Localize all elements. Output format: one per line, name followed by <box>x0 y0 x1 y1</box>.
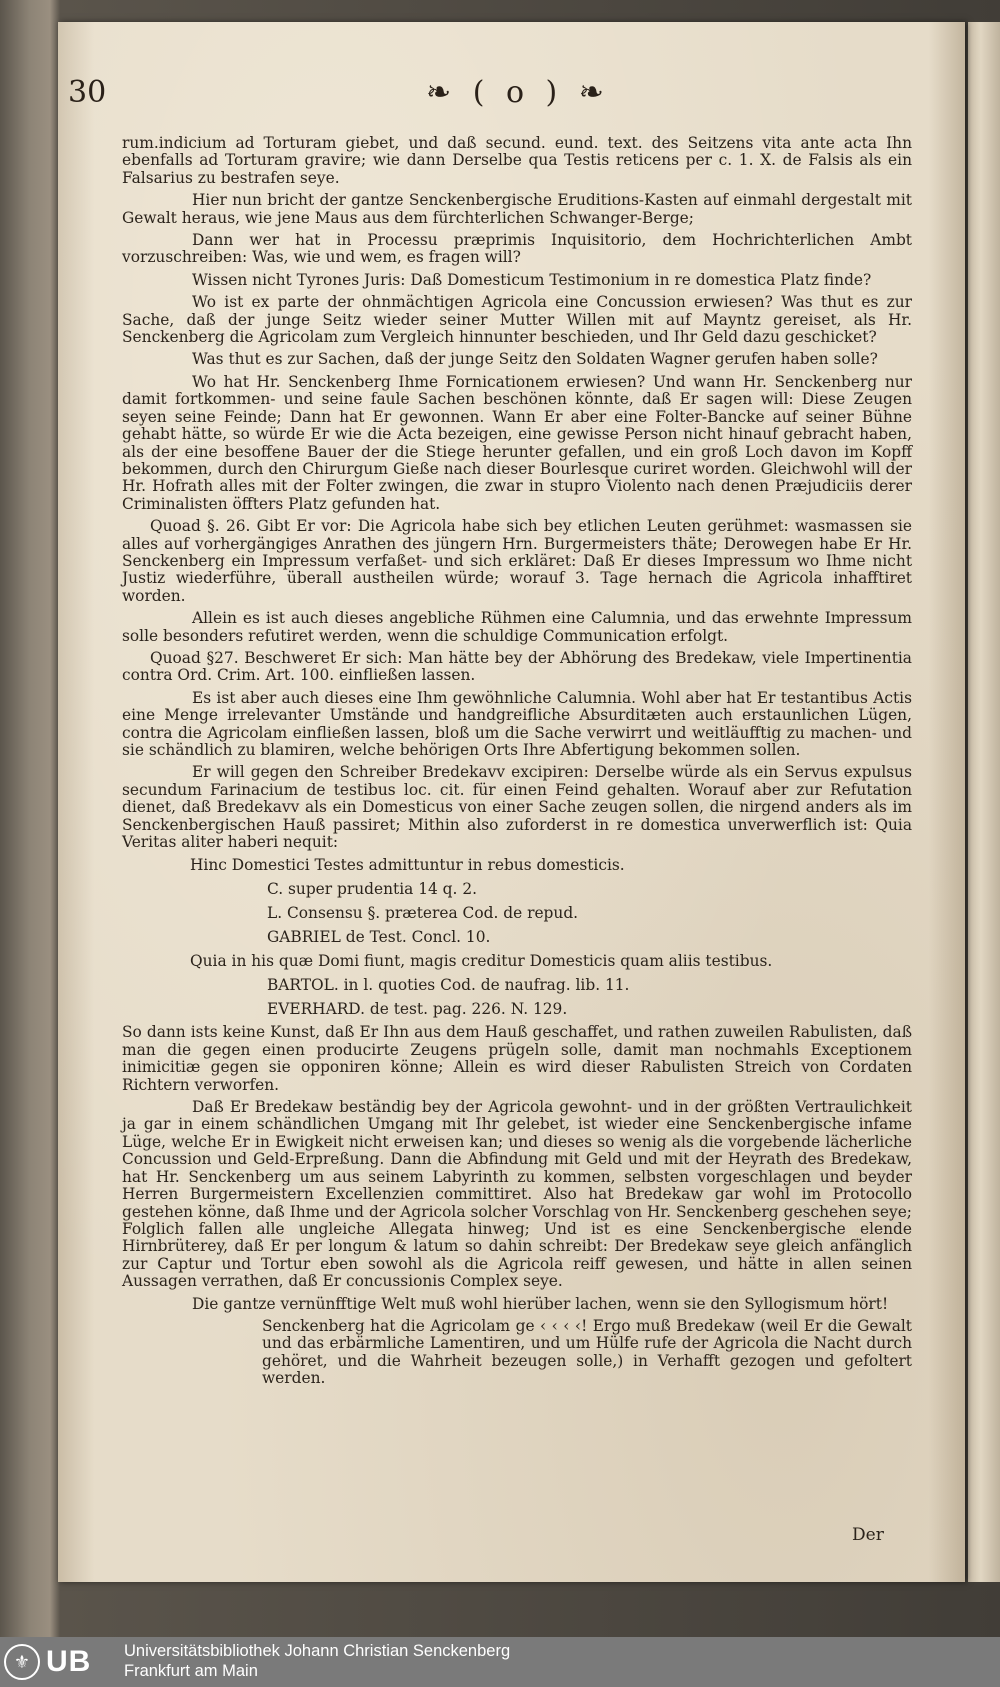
paragraph: Er will gegen den Schreiber Bredekavv excipiren: Derselbe würde als ein Servus expulsus secundum Farinacium de testibus loc. cit. für einen Feind gehalten. Worauf aber zur Refutation dienet, daß Bredekavv als ein Domesticus von einer Sache zeugen sollen, die nirgend anders als im Senckenbergischen Hauß passiret; Mithin also zuforderst in re domestica unverwerflich ist: Quia Veritas aliter haberi nequit: <box>122 763 912 852</box>
page-marker: ❧ ( o ) ❧ <box>426 75 610 110</box>
paragraph: Dann wer hat in Processu præprimis Inquisitorio, dem Hochrichterlichen Ambt vorzuschreiben: Was, wie und wem, es fragen will? <box>122 231 912 267</box>
paragraph: So dann ists keine Kunst, daß Er Ihn aus dem Hauß geschaffet, und rathen zuweilen Rabulisten, daß man die gegen einen producirte Zeugens prügeln solle, damit man nochmahls Exceptionem inimicitiæ gegen sie opponiren könne; Allein es wird dieser Rabulisten Streich von Cordaten Richtern verworfen. <box>122 1023 912 1094</box>
seal-icon: ⚜ <box>4 1644 40 1680</box>
citation: GABRIEL de Test. Concl. 10. <box>267 928 491 947</box>
paragraph: Daß Er Bredekaw beständig bey der Agricola gewohnt- und in der größten Vertraulichkeit ja gar in einem schändlichen Umgang mit Ihr gelebet, ist wieder eine Senckenbergische infame Lüge, welche Er in Ewigkeit nicht erweisen kan; und dieses so wenig als die vorgebende lächerliche Concussion und Geld-Erpreßung. Dann die Abfindung mit Geld und mit der Heyrath des Bredekaw, hat Hr. Senckenberg um aus seinem Labyrinth zu kommen, selbsten vorgeschlagen und beyder Herren Burgermeistern Excellenzien committiret. Also hat Bredekaw gar wohl im Protocollo gestehen könne, daß Ihme und der Agricola solcher Vorschlag von Hr. Senckenberg geschehen seye; Folglich fallen alle ungleiche Allegata hinweg; Und ist es eine Senckenbergische elende Hirnbrüterey, daß Er per longum & latum so dahin schreibt: Der Bredekaw seye gleich anfänglich zur Captur und Tortur eben sowohl als die Agricola reiff gewesen, und hätte in allen seinen Aussagen verrathen, daß Er concussionis Complex seye. <box>122 1098 912 1291</box>
institution-title: Universitätsbibliothek Johann Christian Senckenberg <box>124 1642 511 1660</box>
paragraph: Allein es ist auch dieses angebliche Rühmen eine Calumnia, und das erwehnte Impressum solle besonders refutiret werden, wenn die schuldige Communication erfolgt. <box>122 609 912 645</box>
citation-group <box>122 856 912 1019</box>
institution-name <box>124 1641 510 1681</box>
paragraph: Was thut es zur Sachen, daß der junge Seitz den Soldaten Wagner gerufen haben solle? <box>192 350 878 369</box>
citation-lead: Quia in his quæ Domi fiunt, magis creditur Domesticis quam aliis testibus. <box>190 952 773 971</box>
paragraph: Quoad §. 26. Gibt Er vor: Die Agricola habe sich bey etlichen Leuten gerühmet: wasmassen sie alles auf vorhergängiges Anrathen des jüngern Hrn. Burgermeisters thäte; Derowegen habe Er Hr. Senckenberg ein Impressum verfaßet- und sich erkläret: Daß Er dieses Impressum wo Ihme nicht Justiz wiederführe, überall austheilen würde; worauf 3. Tage hernach die Agricola inhafftiret worden. <box>122 517 912 605</box>
paragraph: Wo ist ex parte der ohnmächtigen Agricola eine Concussion erwiesen? Was thut es zur Sache, daß der junge Seitz wieder seiner Mutter Willen mit auf Mayntz gereiset, als Hr. Senckenberg die Agricolam zum Vergleich hinnunter beschieden, und Ihr Geld dazu geschicket? <box>122 293 912 347</box>
citation: BARTOL. in l. quoties Cod. de naufrag. lib. 11. <box>267 976 630 995</box>
library-logo[interactable] <box>4 1643 112 1681</box>
institution-city: Frankfurt am Main <box>124 1662 258 1680</box>
paragraph: Wo hat Hr. Senckenberg Ihme Fornicationem erwiesen? Und wann Hr. Senckenberg nur damit fortkommen- und seine faule Sachen beschönen könnte, daß Er sagen will: Diese Zeugen seyen seine Feinde; Dann hat Er gewonnen. Wann Er aber eine Folter-Bancke auf seiner Bühne gehabt hätte, so würde Er wie die Acta bezeigen, eine gewisse Person nicht hinauf gebracht haben, als der eine besoffene Bauer der die Stiege herunter gefallen, und ein groß Loch davon im Kopff bekommen, durch den Chirurgum Gieße nach dieser Bourlesque curiret worden. Gleichwohl will der Hr. Hofrath alles mit der Folter zwingen, die zwar in stupro Violento nach denen Præjudiciis derer Criminalisten öffters Platz gefunden hat. <box>122 372 912 513</box>
paragraph: rum.indicium ad Torturam giebet, und daß secund. eund. text. des Seitzens vita ante acta Ihn ebenfalls ad Torturam gravire; wie dann Derselbe qua Testis reticens per c. 1. X. de Falsis als ein Falsarius zu bestrafen seye. <box>122 134 912 187</box>
citation: L. Consensu §. præterea Cod. de repud. <box>267 904 579 923</box>
citation: C. super prudentia 14 q. 2. <box>267 880 477 899</box>
paragraph: Quoad §27. Beschweret Er sich: Man hätte bey der Abhörung des Bredekaw, viele Impertinentia contra Ord. Crim. Art. 100. einfließen lassen. <box>122 648 912 685</box>
catchword: Der <box>852 1525 884 1545</box>
logo-text: UB <box>46 1645 92 1678</box>
citation-lead: Hinc Domestici Testes admittuntur in rebus domesticis. <box>190 856 625 875</box>
page-edge <box>968 22 1000 1582</box>
page-header <box>68 75 848 121</box>
page-number: 30 <box>68 75 107 110</box>
syllogism-lead: Die gantze vernünfftige Welt muß wohl hierüber lachen, wenn sie den Syllogismum hört! <box>192 1294 889 1313</box>
syllogism-body: Senckenberg hat die Agricolam ge ‹ ‹ ‹ ‹! Ergo muß Bredekaw (weil Er die Gewalt und das erbärmliche Lamentiren, und um Hülfe rufe der Agricola die Nacht durch gehöret, und die Wahrheit bezeugen solle,) in Verhafft gezogen und gefoltert werden. <box>262 1316 912 1388</box>
paragraph: Hier nun bricht der gantze Senckenbergische Eruditions-Kasten auf einmahl dergestalt mit Gewalt heraus, wie jene Maus aus dem fürchterlichen Schwanger-Berge; <box>122 191 912 227</box>
footer-bar <box>0 1637 1000 1687</box>
citation: EVERHARD. de test. pag. 226. N. 129. <box>267 1000 568 1019</box>
page-body <box>122 135 912 1393</box>
paragraph: Es ist aber auch dieses eine Ihm gewöhnliche Calumnia. Wohl aber hat Er testantibus Actis eine Menge irrelevanter Umstände und handgreifliche Absurditæten auch erstaunlichen Lügen, contra die Agricolam einfließen lassen, bloß um die Sache verwirrt und weitläufftig zu machen- und sie schändlich zu blamiren, welche behörigen Orts Ihre Abfertigung bekommen sollen. <box>122 688 912 759</box>
paragraph: Wissen nicht Tyrones Juris: Daß Domesticum Testimonium in re domestica Platz finde? <box>192 270 872 289</box>
